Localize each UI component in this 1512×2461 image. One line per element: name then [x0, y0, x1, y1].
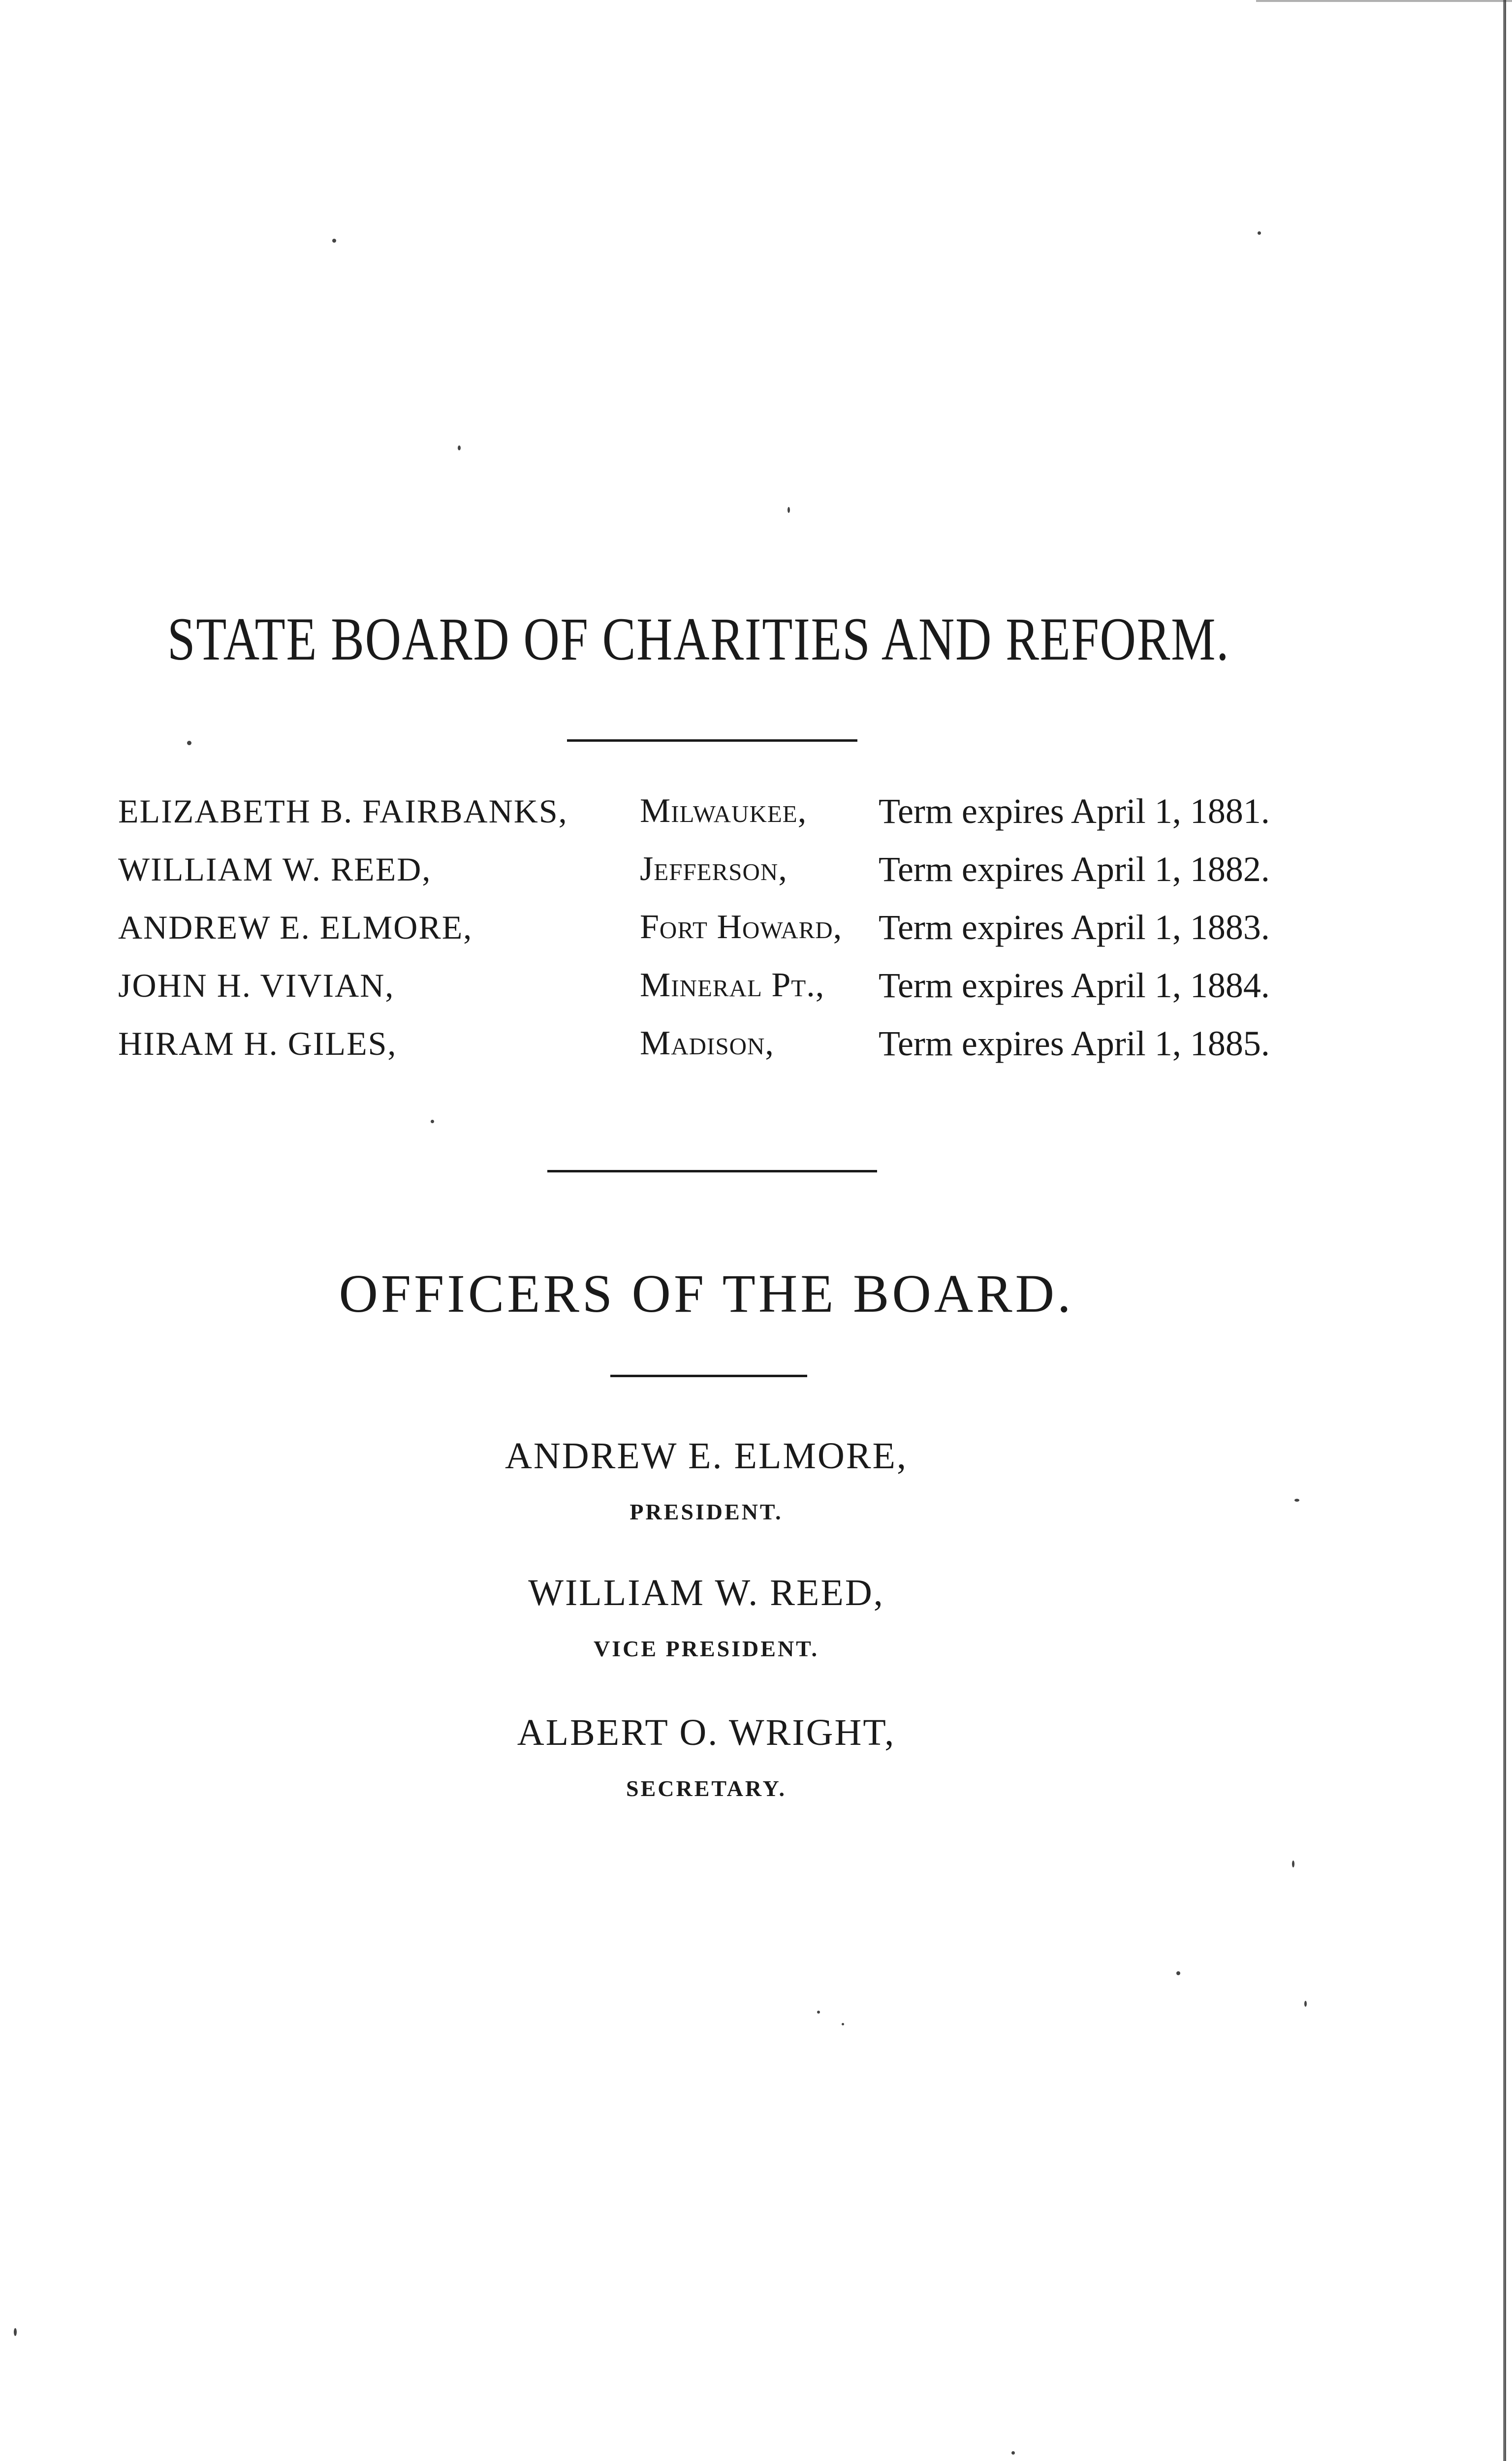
member-row [118, 961, 1378, 1010]
scan-speck [1176, 1971, 1180, 1975]
scan-speck [1292, 1861, 1294, 1867]
scan-speck [332, 239, 336, 243]
member-name: ELIZABETH B. FAIRBANKS, [118, 792, 568, 830]
member-term: Term expires April 1, 1883. [879, 908, 1270, 947]
member-place: Milwaukee, [640, 792, 807, 830]
officer-name: WILLIAM W. REED, [528, 1572, 884, 1613]
scan-speck [458, 445, 461, 450]
page-edge [1503, 0, 1506, 2461]
divider-rule [547, 1170, 877, 1172]
officer-entry [0, 1431, 1413, 1527]
divider-rule [567, 739, 857, 742]
member-place: Madison, [640, 1024, 774, 1062]
officer-name: ANDREW E. ELMORE, [505, 1435, 908, 1477]
member-row [118, 903, 1378, 952]
officer-entry [0, 1708, 1413, 1803]
scan-speck [1011, 2451, 1015, 2455]
member-row [118, 787, 1378, 836]
member-name: JOHN H. VIVIAN, [118, 967, 395, 1004]
officer-role: PRESIDENT. [630, 1499, 783, 1524]
member-row [118, 845, 1378, 894]
member-term: Term expires April 1, 1882. [879, 850, 1270, 889]
officers-heading: OFFICERS OF THE BOARD. [339, 1263, 1074, 1324]
board-title: STATE BOARD OF CHARITIES AND REFORM. [167, 605, 1230, 673]
divider-rule [610, 1375, 807, 1377]
scan-speck [187, 741, 191, 745]
scan-speck [14, 2328, 17, 2336]
member-term: Term expires April 1, 1881. [879, 791, 1270, 831]
member-row [118, 1019, 1378, 1068]
member-place: Jefferson, [640, 850, 788, 888]
officer-role: SECRETARY. [626, 1776, 787, 1801]
scan-speck [817, 2011, 820, 2014]
member-name: WILLIAM W. REED, [118, 851, 432, 888]
scan-speck [1294, 1499, 1299, 1502]
officer-role: VICE PRESIDENT. [594, 1636, 819, 1661]
member-name: HIRAM H. GILES, [118, 1025, 397, 1062]
officer-name: ALBERT O. WRIGHT, [517, 1712, 896, 1753]
member-name: ANDREW E. ELMORE, [118, 909, 473, 946]
member-term: Term expires April 1, 1884. [879, 966, 1270, 1005]
scan-speck [431, 1120, 434, 1123]
scan-speck [842, 2023, 844, 2025]
member-place: Fort Howard, [640, 908, 843, 946]
scan-speck [1258, 231, 1261, 235]
officer-entry [0, 1568, 1413, 1664]
scan-speck [1304, 2001, 1307, 2007]
member-place: Mineral Pt., [640, 966, 825, 1004]
page-edge-top [1256, 0, 1512, 2]
scan-speck [788, 507, 790, 513]
member-term: Term expires April 1, 1885. [879, 1024, 1270, 1063]
